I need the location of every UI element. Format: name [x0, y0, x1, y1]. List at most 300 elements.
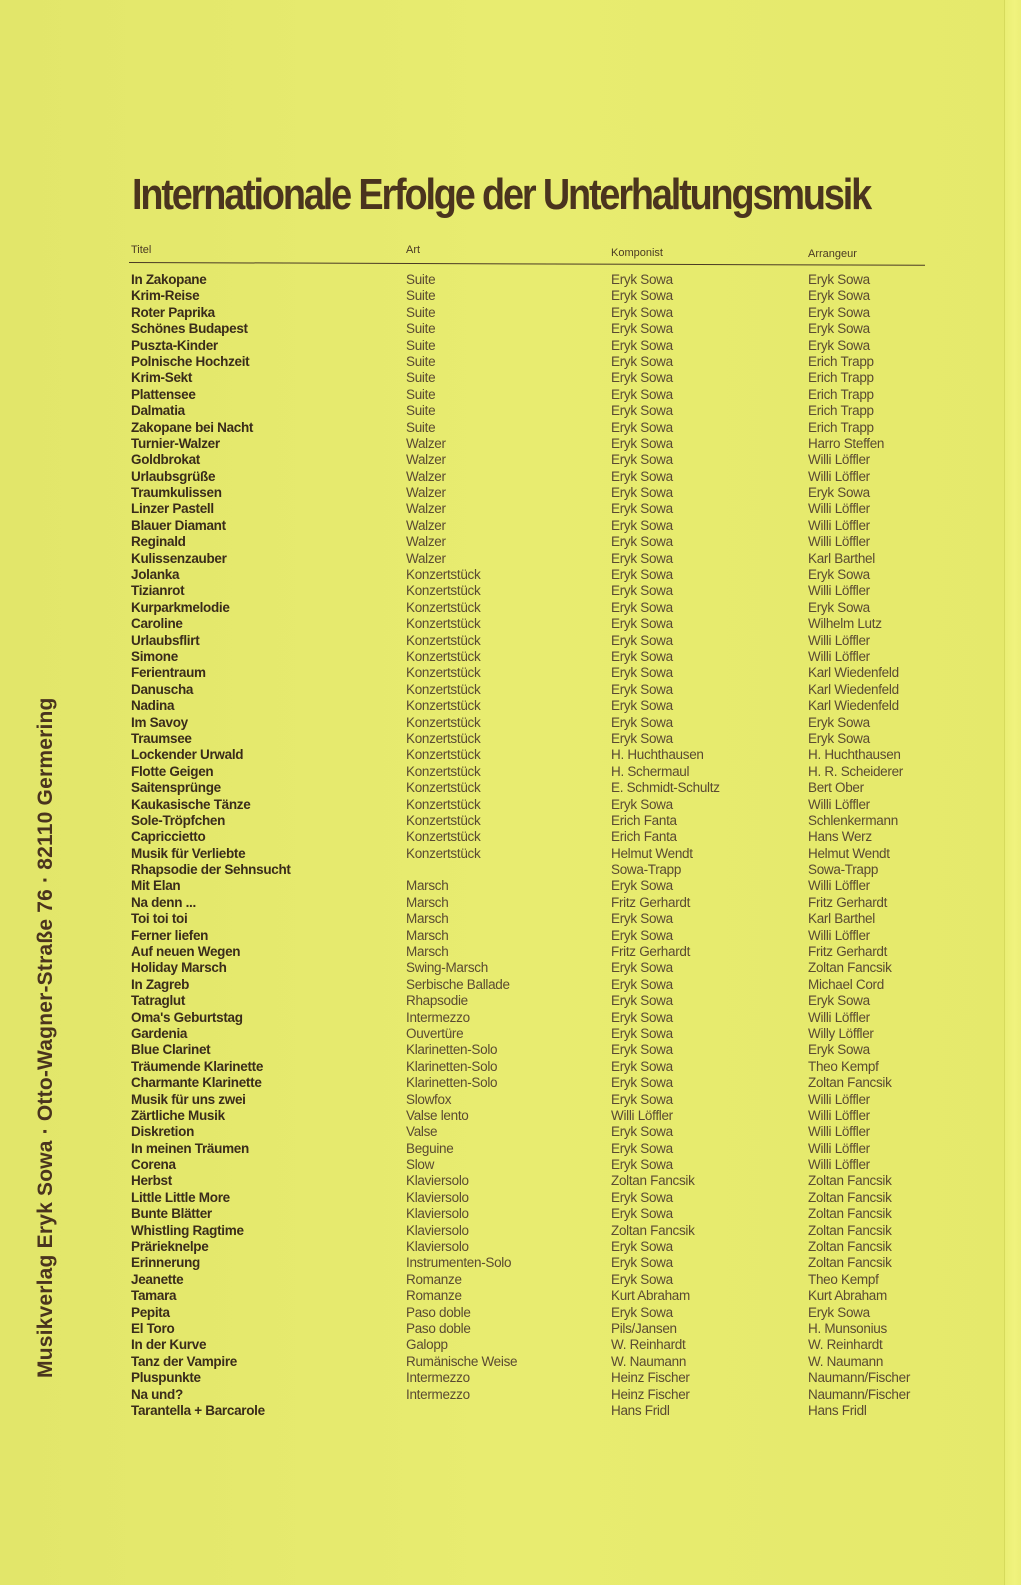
cell-komponist: Eryk Sowa	[611, 1009, 673, 1025]
cell-arrangeur: H. Huchthausen	[808, 747, 901, 763]
cell-titel: Bunte Blätter	[131, 1206, 212, 1222]
cell-art: Serbische Ballade	[406, 976, 510, 992]
cell-arrangeur: Eryk Sowa	[808, 272, 870, 287]
cell-art: Walzer	[406, 534, 446, 550]
cell-arrangeur: Wilhelm Lutz	[808, 616, 882, 632]
cell-art: Klaviersolo	[406, 1173, 469, 1189]
cell-komponist: Eryk Sowa	[611, 321, 673, 337]
cell-arrangeur: Zoltan Fancsik	[808, 1222, 892, 1238]
cell-arrangeur: Willi Löffler	[808, 796, 870, 812]
cell-titel: Simone	[131, 648, 178, 664]
cell-arrangeur: Eryk Sowa	[808, 567, 870, 583]
table-row	[0, 1272, 1021, 1288]
cell-arrangeur: Willi Löffler	[808, 468, 870, 484]
table-row	[0, 469, 1021, 485]
cell-arrangeur: Zoltan Fancsik	[808, 1173, 892, 1189]
cell-komponist: Eryk Sowa	[611, 1189, 673, 1205]
cell-art: Konzertstück	[406, 829, 481, 845]
table-row	[0, 895, 1021, 911]
table-row	[0, 649, 1021, 665]
cell-arrangeur: Zoltan Fancsik	[808, 1239, 892, 1255]
cell-titel: Musik für Verliebte	[131, 845, 246, 861]
table-row	[0, 1010, 1021, 1026]
cell-titel: Charmante Klarinette	[131, 1075, 262, 1091]
cell-arrangeur: Karl Wiedenfeld	[808, 698, 899, 714]
cell-titel: Jeanette	[131, 1271, 184, 1287]
cell-art: Walzer	[406, 435, 446, 451]
cell-titel: Kaukasische Tänze	[131, 796, 251, 812]
cell-art: Marsch	[406, 927, 449, 943]
cell-titel: Zärtliche Musik	[131, 1107, 225, 1123]
cell-arrangeur: Karl Wiedenfeld	[808, 665, 899, 681]
table-row	[0, 1321, 1021, 1337]
cell-komponist: Eryk Sowa	[611, 599, 673, 615]
cell-titel: Dalmatia	[131, 403, 185, 419]
cell-komponist: Kurt Abraham	[611, 1288, 690, 1304]
cell-komponist: H. Huchthausen	[611, 747, 704, 763]
cell-komponist: W. Reinhardt	[611, 1337, 686, 1353]
table-row	[0, 1255, 1021, 1271]
cell-art: Suite	[406, 288, 436, 304]
cell-titel: Toi toi toi	[131, 911, 188, 927]
cell-art: Klarinetten-Solo	[406, 1075, 498, 1091]
cell-arrangeur: Theo Kempf	[808, 1271, 879, 1287]
cell-komponist: Eryk Sowa	[611, 485, 673, 501]
table-row	[0, 846, 1021, 862]
table-row	[0, 1042, 1021, 1058]
table-row	[0, 911, 1021, 927]
cell-arrangeur: Karl Wiedenfeld	[808, 681, 899, 697]
cell-arrangeur: Willi Löffler	[808, 1140, 870, 1156]
table-row	[0, 272, 1021, 288]
table-row	[0, 452, 1021, 468]
cell-arrangeur: Eryk Sowa	[808, 288, 870, 304]
cell-art: Konzertstück	[406, 763, 481, 779]
cell-arrangeur: Willi Löffler	[808, 534, 870, 550]
cell-komponist: Eryk Sowa	[611, 370, 673, 386]
cell-art: Marsch	[406, 911, 449, 927]
cell-titel: Tatraglut	[131, 993, 186, 1009]
cell-komponist: Eryk Sowa	[611, 730, 673, 746]
cell-komponist: Eryk Sowa	[611, 616, 673, 632]
table-row	[0, 387, 1021, 403]
cell-arrangeur: Zoltan Fancsik	[808, 1189, 892, 1205]
cell-komponist: Fritz Gerhardt	[611, 944, 691, 960]
cell-arrangeur: Sowa-Trapp	[808, 862, 879, 878]
cell-titel: Whistling Ragtime	[131, 1222, 244, 1238]
table-row	[0, 715, 1021, 731]
cell-titel: Schönes Budapest	[131, 321, 248, 337]
table-row	[0, 501, 1021, 517]
cell-art: Suite	[406, 304, 436, 320]
cell-arrangeur: Zoltan Fancsik	[808, 960, 892, 976]
cell-komponist: Erich Fanta	[611, 829, 677, 845]
cell-art: Instrumenten-Solo	[406, 1255, 512, 1271]
cell-arrangeur: Michael Cord	[808, 976, 884, 992]
cell-art: Rhapsodie	[406, 993, 468, 1009]
table-row	[0, 928, 1021, 944]
table-row	[0, 633, 1021, 649]
cell-arrangeur: Willi Löffler	[808, 517, 870, 533]
cell-titel: Tanz der Vampire	[131, 1353, 237, 1369]
cell-titel: El Toro	[131, 1321, 175, 1336]
cell-titel: Pluspunkte	[131, 1370, 201, 1386]
cell-arrangeur: Willy Löffler	[808, 1025, 874, 1041]
cell-titel: Urlaubsflirt	[131, 632, 200, 648]
cell-titel: Linzer Pastell	[131, 501, 214, 517]
cell-arrangeur: Zoltan Fancsik	[808, 1255, 892, 1271]
table-row	[0, 1206, 1021, 1222]
cell-art: Klaviersolo	[406, 1239, 469, 1255]
cell-arrangeur: Eryk Sowa	[808, 485, 870, 501]
cell-komponist: Willi Löffler	[611, 1107, 673, 1123]
cell-titel: Holiday Marsch	[131, 960, 227, 976]
cell-arrangeur: Willi Löffler	[808, 1124, 870, 1140]
cell-art: Konzertstück	[406, 698, 481, 714]
table-row	[0, 1387, 1021, 1403]
cell-art: Suite	[406, 353, 436, 369]
cell-arrangeur: Naumann/Fischer	[808, 1370, 911, 1386]
table-row	[0, 288, 1021, 304]
cell-arrangeur: Helmut Wendt	[808, 845, 890, 861]
table-row	[0, 797, 1021, 813]
cell-titel: Jolanka	[131, 567, 180, 583]
table-row	[0, 1354, 1021, 1370]
table-row	[0, 665, 1021, 681]
cell-titel: Ferner liefen	[131, 927, 209, 943]
table-row	[0, 829, 1021, 845]
table-row	[0, 305, 1021, 321]
table-row	[0, 1092, 1021, 1108]
cell-komponist: Eryk Sowa	[611, 567, 673, 583]
table-row	[0, 567, 1021, 583]
cell-titel: Goldbrokat	[131, 452, 201, 468]
cell-komponist: Sowa-Trapp	[611, 862, 682, 878]
cell-komponist: Eryk Sowa	[611, 353, 673, 369]
cell-art: Konzertstück	[406, 567, 481, 583]
cell-art: Konzertstück	[406, 780, 481, 796]
cell-titel: Danuscha	[131, 681, 194, 697]
cell-komponist: Fritz Gerhardt	[611, 894, 691, 910]
cell-art: Romanze	[406, 1288, 462, 1304]
table-row	[0, 420, 1021, 436]
cell-arrangeur: Schlenkermann	[808, 812, 898, 828]
cell-komponist: Eryk Sowa	[611, 1058, 673, 1074]
cell-titel: Na denn ...	[131, 894, 196, 910]
cell-arrangeur: Kurt Abraham	[808, 1288, 887, 1304]
cell-titel: Kulissenzauber	[131, 550, 227, 566]
cell-arrangeur: Karl Barthel	[808, 550, 875, 566]
table-row	[0, 698, 1021, 714]
cell-komponist: Eryk Sowa	[611, 1304, 673, 1320]
publisher-spine-text: Musikverlag Eryk Sowa · Otto-Wagner-Straße 76 · 82110 Germering	[34, 697, 57, 1378]
cell-titel: Tamara	[131, 1288, 177, 1304]
cell-art: Konzertstück	[406, 747, 481, 763]
cell-arrangeur: Karl Barthel	[808, 911, 875, 927]
cell-titel: Musik für uns zwei	[131, 1091, 246, 1107]
cell-komponist: Eryk Sowa	[611, 517, 673, 533]
cell-titel: Kurparkmelodie	[131, 599, 230, 615]
cell-komponist: Eryk Sowa	[611, 1124, 673, 1140]
cell-titel: Auf neuen Wegen	[131, 944, 241, 960]
cell-komponist: Eryk Sowa	[611, 698, 673, 714]
page-title: Internationale Erfolge der Unterhaltungsmusik	[132, 170, 870, 219]
cell-komponist: Eryk Sowa	[611, 1025, 673, 1041]
cell-komponist: Eryk Sowa	[611, 435, 673, 451]
cell-titel: Turnier-Walzer	[131, 435, 220, 451]
cell-komponist: Eryk Sowa	[611, 501, 673, 517]
cell-arrangeur: Erich Trapp	[808, 370, 874, 386]
cell-arrangeur: Willi Löffler	[808, 1009, 870, 1025]
table-row	[0, 1370, 1021, 1386]
table-row	[0, 1124, 1021, 1140]
cell-art: Intermezzo	[406, 1009, 470, 1025]
cell-arrangeur: Eryk Sowa	[808, 993, 870, 1009]
cell-titel: Flotte Geigen	[131, 763, 214, 779]
cell-arrangeur: Eryk Sowa	[808, 1304, 870, 1320]
cell-komponist: Eryk Sowa	[611, 337, 673, 353]
cell-arrangeur: Willi Löffler	[808, 452, 870, 468]
cell-arrangeur: W. Naumann	[808, 1353, 884, 1369]
table-row	[0, 862, 1021, 878]
table-row	[0, 731, 1021, 747]
cell-komponist: Eryk Sowa	[611, 1206, 673, 1222]
cell-arrangeur: Eryk Sowa	[808, 714, 870, 730]
column-header-art: Art	[406, 244, 421, 256]
cell-titel: In der Kurve	[131, 1337, 207, 1353]
cell-art: Walzer	[406, 517, 446, 533]
table-row	[0, 436, 1021, 452]
cell-art: Marsch	[406, 944, 449, 960]
cell-arrangeur: Willi Löffler	[808, 632, 870, 648]
cell-art: Suite	[406, 337, 436, 353]
table-row	[0, 534, 1021, 550]
cell-art: Suite	[406, 386, 436, 402]
table-row	[0, 1108, 1021, 1124]
cell-titel: Gardenia	[131, 1025, 188, 1041]
cell-titel: Corena	[131, 1157, 176, 1173]
table-row	[0, 583, 1021, 599]
cell-art: Intermezzo	[406, 1370, 470, 1386]
cell-titel: Krim-Reise	[131, 288, 200, 304]
cell-art: Paso doble	[406, 1304, 471, 1320]
cell-komponist: Eryk Sowa	[611, 714, 673, 730]
cell-komponist: Eryk Sowa	[611, 534, 673, 550]
cell-titel: Blue Clarinet	[131, 1042, 211, 1058]
cell-titel: In Zakopane	[131, 272, 207, 287]
cell-art: Klaviersolo	[406, 1222, 469, 1238]
cell-art: Walzer	[406, 550, 446, 566]
cell-art: Konzertstück	[406, 599, 481, 615]
cell-komponist: Eryk Sowa	[611, 648, 673, 664]
cell-komponist: Eryk Sowa	[611, 911, 673, 927]
cell-titel: Krim-Sekt	[131, 370, 193, 386]
table-row	[0, 370, 1021, 386]
cell-art: Paso doble	[406, 1321, 471, 1336]
cell-arrangeur: Fritz Gerhardt	[808, 944, 888, 960]
table-row	[0, 485, 1021, 501]
cell-komponist: Eryk Sowa	[611, 1255, 673, 1271]
cell-arrangeur: H. Munsonius	[808, 1321, 887, 1336]
cell-komponist: Eryk Sowa	[611, 1140, 673, 1156]
cell-arrangeur: Erich Trapp	[808, 386, 874, 402]
cell-titel: Pepita	[131, 1304, 170, 1320]
cell-art: Klarinetten-Solo	[406, 1042, 498, 1058]
cell-arrangeur: Bert Ober	[808, 780, 864, 796]
cell-titel: Mit Elan	[131, 878, 181, 894]
table-row	[0, 993, 1021, 1009]
cell-titel: Im Savoy	[131, 714, 188, 730]
cell-titel: Caroline	[131, 616, 183, 632]
cell-titel: Roter Paprika	[131, 304, 215, 320]
table-row	[0, 1173, 1021, 1189]
cell-art: Valse	[406, 1124, 438, 1140]
cell-komponist: Eryk Sowa	[611, 993, 673, 1009]
cell-art: Konzertstück	[406, 616, 481, 632]
cell-titel: Rhapsodie der Sehnsucht	[131, 862, 291, 878]
table-row	[0, 321, 1021, 337]
cell-art: Konzertstück	[406, 648, 481, 664]
table-row	[0, 551, 1021, 567]
cell-titel: Träumende Klarinette	[131, 1058, 264, 1074]
cell-komponist: Erich Fanta	[611, 812, 677, 828]
cell-komponist: Heinz Fischer	[611, 1386, 690, 1402]
cell-arrangeur: Willi Löffler	[808, 648, 870, 664]
cell-komponist: Zoltan Fancsik	[611, 1173, 695, 1189]
table-row	[0, 600, 1021, 616]
cell-komponist: Eryk Sowa	[611, 796, 673, 812]
cell-komponist: Eryk Sowa	[611, 386, 673, 402]
cell-komponist: Eryk Sowa	[611, 272, 673, 287]
table-row	[0, 616, 1021, 632]
cell-titel: Zakopane bei Nacht	[131, 419, 254, 435]
table-row	[0, 1223, 1021, 1239]
cell-art: Suite	[406, 419, 436, 435]
cell-titel: Prärieknelpe	[131, 1239, 209, 1255]
cell-komponist: W. Naumann	[611, 1353, 687, 1369]
cell-arrangeur: H. R. Scheiderer	[808, 763, 903, 779]
cell-komponist: Eryk Sowa	[611, 665, 673, 681]
cell-art: Marsch	[406, 894, 449, 910]
cell-titel: Reginald	[131, 534, 186, 550]
cell-arrangeur: Erich Trapp	[808, 353, 874, 369]
table-row	[0, 977, 1021, 993]
cell-arrangeur: Eryk Sowa	[808, 321, 870, 337]
table-row	[0, 813, 1021, 829]
cell-titel: Erinnerung	[131, 1255, 201, 1271]
table-row	[0, 1288, 1021, 1304]
table-row	[0, 960, 1021, 976]
cell-komponist: Eryk Sowa	[611, 1075, 673, 1091]
cell-art: Konzertstück	[406, 845, 481, 861]
cell-komponist: Eryk Sowa	[611, 419, 673, 435]
table-row	[0, 878, 1021, 894]
cell-titel: Herbst	[131, 1173, 172, 1189]
cell-arrangeur: Zoltan Fancsik	[808, 1075, 892, 1091]
cell-art: Galopp	[406, 1337, 448, 1353]
cell-art: Swing-Marsch	[406, 960, 488, 976]
cell-komponist: Eryk Sowa	[611, 1091, 673, 1107]
cell-titel: Saitensprünge	[131, 780, 221, 796]
cell-arrangeur: Hans Werz	[808, 829, 872, 845]
cell-art: Beguine	[406, 1140, 454, 1156]
table-row	[0, 338, 1021, 354]
cell-komponist: Eryk Sowa	[611, 583, 673, 599]
cell-titel: Nadina	[131, 698, 175, 714]
cell-titel: In meinen Träumen	[131, 1140, 249, 1156]
cell-arrangeur: Willi Löffler	[808, 878, 870, 894]
cell-art: Walzer	[406, 501, 446, 517]
cell-art: Suite	[406, 272, 436, 287]
table-row	[0, 764, 1021, 780]
cell-arrangeur: Naumann/Fischer	[808, 1386, 911, 1402]
cell-art: Suite	[406, 370, 436, 386]
cell-titel: Na und?	[131, 1386, 183, 1402]
table-row	[0, 944, 1021, 960]
cell-art: Slow	[406, 1157, 435, 1173]
cell-titel: Traumsee	[131, 730, 192, 746]
cell-komponist: Eryk Sowa	[611, 960, 673, 976]
cell-titel: Polnische Hochzeit	[131, 353, 250, 369]
cell-titel: Little Little More	[131, 1189, 230, 1205]
cell-arrangeur: Eryk Sowa	[808, 730, 870, 746]
cell-titel: Puszta-Kinder	[131, 337, 218, 353]
cell-art: Suite	[406, 321, 436, 337]
table-row	[0, 1141, 1021, 1157]
cell-titel: In Zagreb	[131, 976, 190, 992]
cell-titel: Traumkulissen	[131, 485, 222, 501]
cell-titel: Plattensee	[131, 386, 196, 402]
cell-art: Klaviersolo	[406, 1206, 469, 1222]
cell-arrangeur: Willi Löffler	[808, 927, 870, 943]
cell-art: Konzertstück	[406, 730, 481, 746]
cell-arrangeur: Zoltan Fancsik	[808, 1206, 892, 1222]
cell-art: Klarinetten-Solo	[406, 1058, 498, 1074]
cell-komponist: Eryk Sowa	[611, 452, 673, 468]
cell-komponist: Eryk Sowa	[611, 1042, 673, 1058]
cell-komponist: Eryk Sowa	[611, 632, 673, 648]
column-header-komponist: Komponist	[611, 247, 663, 259]
table-row	[0, 354, 1021, 370]
cell-art: Walzer	[406, 468, 446, 484]
cell-art: Suite	[406, 403, 436, 419]
column-header-titel: Titel	[131, 244, 152, 256]
cell-arrangeur: Willi Löffler	[808, 501, 870, 517]
cell-art: Slowfox	[406, 1091, 452, 1107]
cell-titel: Blauer Diamant	[131, 517, 226, 533]
table-row	[0, 1239, 1021, 1255]
cell-art: Konzertstück	[406, 796, 481, 812]
cell-art: Walzer	[406, 452, 446, 468]
cell-arrangeur: Eryk Sowa	[808, 599, 870, 615]
cell-art: Intermezzo	[406, 1386, 470, 1402]
cell-titel: Lockender Urwald	[131, 747, 244, 763]
cell-arrangeur: Fritz Gerhardt	[808, 894, 888, 910]
cell-komponist: H. Schermaul	[611, 763, 690, 779]
cell-art: Romanze	[406, 1271, 462, 1287]
table-body	[0, 272, 1021, 1419]
cell-art: Klaviersolo	[406, 1189, 469, 1205]
cell-art: Konzertstück	[406, 632, 481, 648]
cell-art: Rumänische Weise	[406, 1353, 518, 1369]
cell-komponist: Eryk Sowa	[611, 1157, 673, 1173]
cell-komponist: Eryk Sowa	[611, 403, 673, 419]
cell-komponist: Helmut Wendt	[611, 845, 693, 861]
table-row	[0, 1075, 1021, 1091]
table-row	[0, 1337, 1021, 1353]
cell-titel: Tizianrot	[131, 583, 185, 599]
cell-art: Valse lento	[406, 1107, 469, 1123]
